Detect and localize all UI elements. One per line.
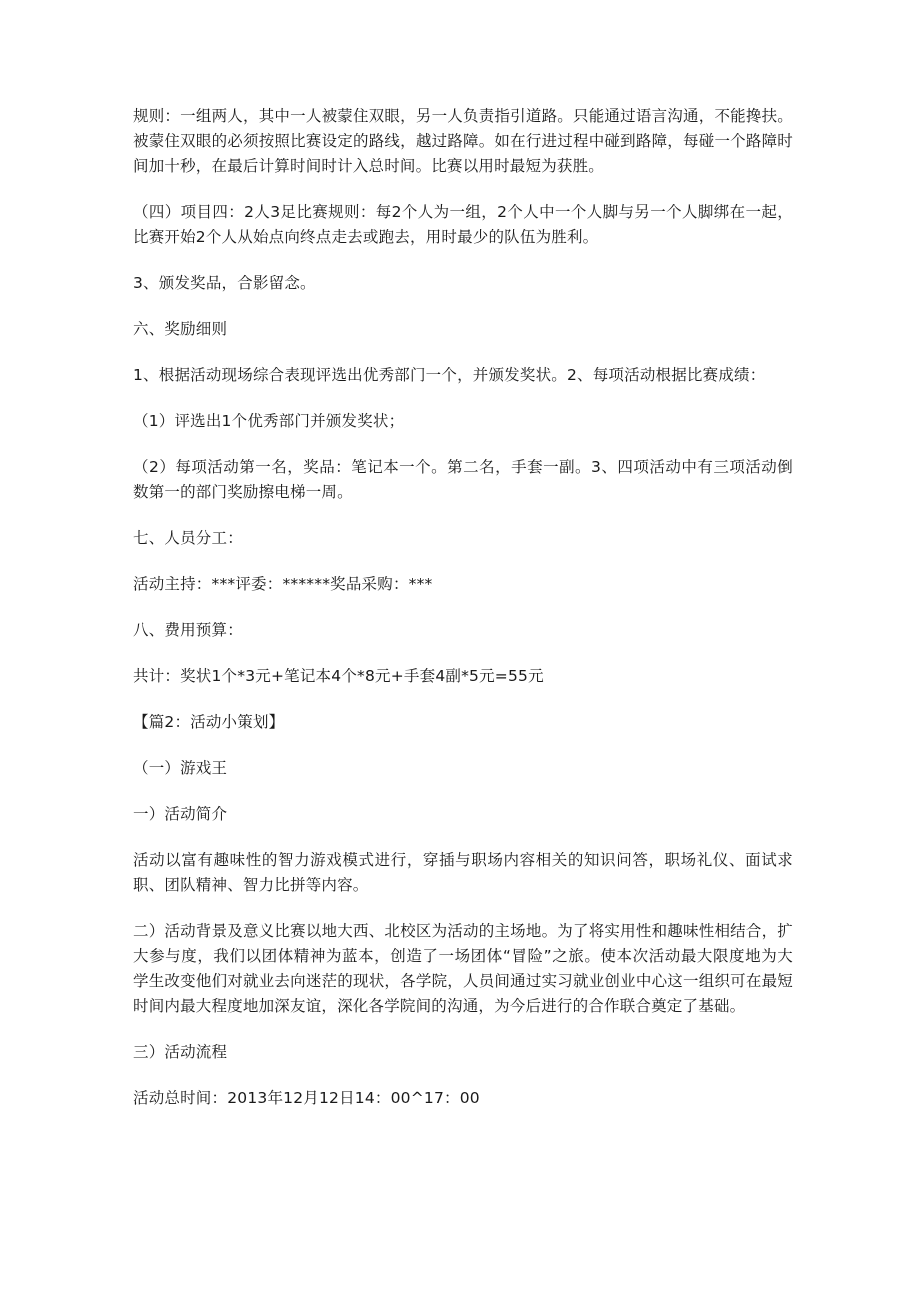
paragraph-activity-time: 活动总时间：2013年12月12日14：00^17：00 xyxy=(133,1089,480,1107)
paragraph-item-four: （四）项目四：2人3足比赛规则：每2个人为一组，2个人中一个人脚与另一个人脚绑在一起，比赛开始2个人从始点向终点走去或跑去，用时最少的队伍为胜利。 xyxy=(133,203,793,246)
paragraph-budget-total: 共计：奖状1个*3元+笔记本4个*8元+手套4副*5元=55元 xyxy=(133,667,544,685)
paragraph-reward-item-2: （2）每项活动第一名，奖品：笔记本一个。第二名，手套一副。3、四项活动中有三项活动倒数第一的部门奖励擦电梯一周。 xyxy=(133,458,793,501)
heading-budget: 八、费用预算： xyxy=(133,621,243,639)
heading-game-king: （一）游戏王 xyxy=(133,759,228,777)
paragraph-award-ceremony: 3、颁发奖品，合影留念。 xyxy=(133,274,316,292)
heading-activity-process: 三）活动流程 xyxy=(133,1043,228,1061)
paragraph-rules-blindfold: 规则：一组两人，其中一人被蒙住双眼，另一人负责指引道路。只能通过语言沟通，不能搀扶。被蒙住双眼的必须按照比赛设定的路线，越过路障。如在行进过程中碰到路障，每碰一个路障时间加十秒，在最后计算时间时计入总时间。比赛以用时最短为获胜。 xyxy=(133,107,793,175)
paragraph-reward-item-1: （1）评选出1个优秀部门并颁发奖状； xyxy=(133,412,405,430)
paragraph-activity-intro: 活动以富有趣味性的智力游戏模式进行，穿插与职场内容相关的知识问答，职场礼仪、面试求职、团队精神、智力比拼等内容。 xyxy=(133,851,793,894)
paragraph-staff-roles: 活动主持：***评委：******奖品采购：*** xyxy=(133,575,433,593)
heading-staff-assignment: 七、人员分工： xyxy=(133,529,243,547)
document-page xyxy=(133,104,793,1111)
heading-activity-intro: 一）活动简介 xyxy=(133,805,228,823)
heading-reward-details: 六、奖励细则 xyxy=(133,320,228,338)
paragraph-reward-rules: 1、根据活动现场综合表现评选出优秀部门一个，并颁发奖状。2、每项活动根据比赛成绩： xyxy=(133,366,766,384)
paragraph-background-significance: 二）活动背景及意义比赛以地大西、北校区为活动的主场地。为了将实用性和趣味性相结合，扩大参与度，我们以团体精神为蓝本，创造了一场团体“冒险”之旅。使本次活动最大限度地为大学生改变他们对就业去向迷茫的现状，各学院，人员间通过实习就业创业中心这一组织可在最短时间内最大程度地加深友谊，深化各学院间的沟通，为今后进行的合作联合奠定了基础。 xyxy=(133,922,793,1015)
heading-part-two: 【篇2：活动小策划】 xyxy=(133,713,285,731)
